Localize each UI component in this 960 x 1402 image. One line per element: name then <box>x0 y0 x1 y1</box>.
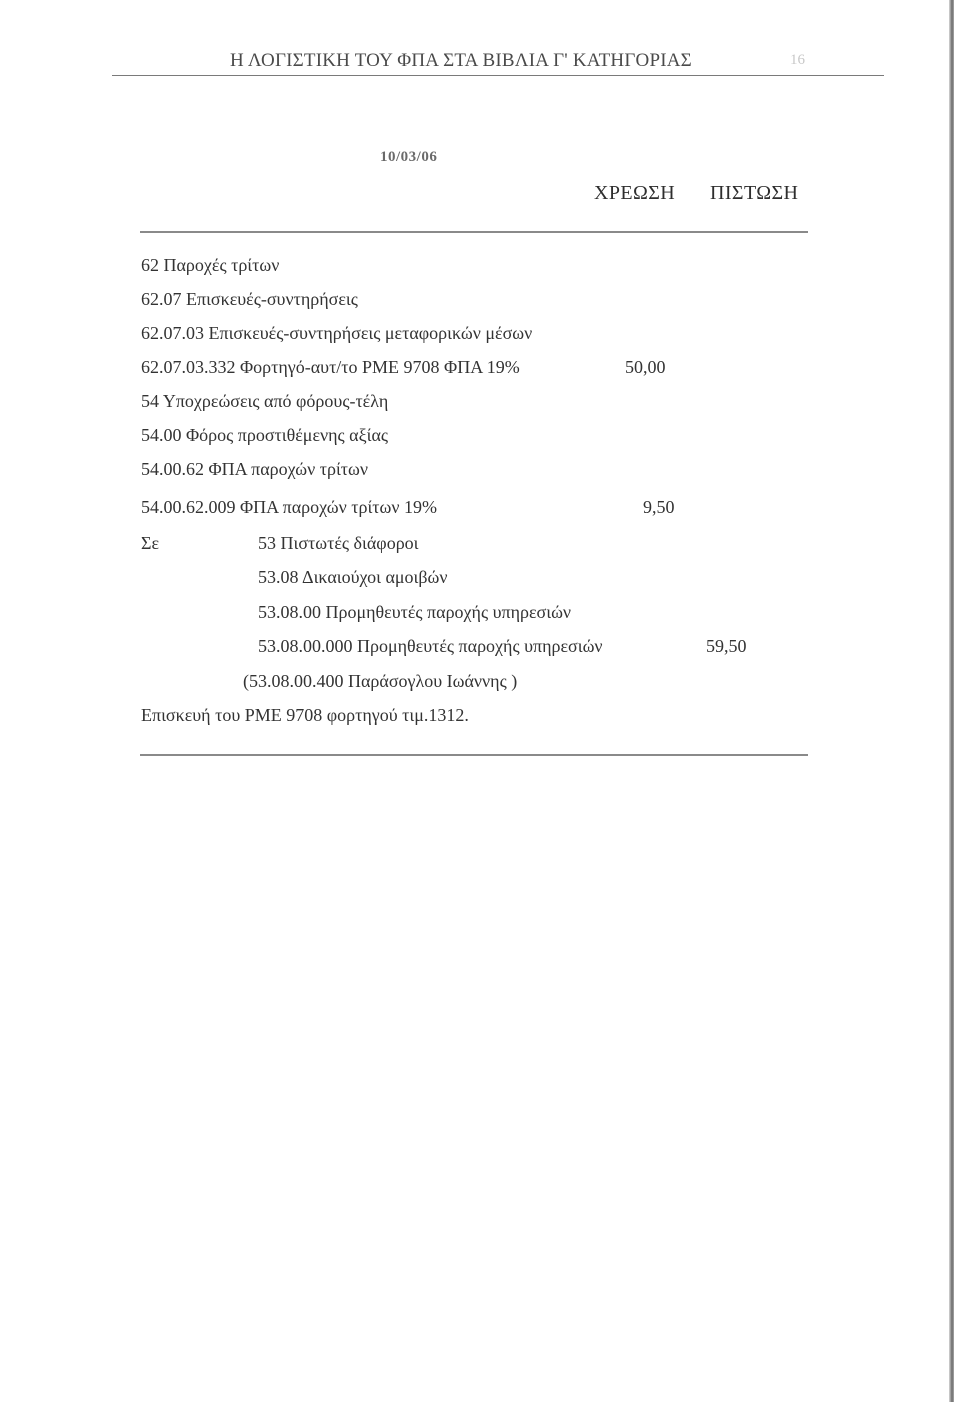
account-line: 53.08 Δικαιούχοι αμοιβών <box>258 567 448 587</box>
account-line: 62 Παροχές τρίτων <box>141 255 280 275</box>
account-line: 53 Πιστωτές διάφοροι <box>258 533 419 553</box>
account-line: 62.07.03.332 Φορτηγό-αυτ/το ΡΜΕ 9708 ΦΠΑ 19% <box>141 357 520 377</box>
account-line: 54.00.62.009 ΦΠΑ παροχών τρίτων 19% <box>141 497 438 517</box>
account-line: 54.00 Φόρος προστιθέμενης αξίας <box>141 425 389 445</box>
debit-column-heading: ΧΡΕΩΣΗ <box>594 182 676 204</box>
page-number: 16 <box>790 52 805 68</box>
account-line: 54 Υποχρεώσεις από φόρους-τέλη <box>141 391 389 411</box>
account-line: 53.08.00.000 Προμηθευτές παροχής υπηρεσιών <box>258 636 603 656</box>
entry-date: 10/03/06 <box>380 149 438 165</box>
account-line: (53.08.00.400 Παράσογλου Ιωάννης ) <box>243 671 518 691</box>
debit-amount: 9,50 <box>643 497 675 517</box>
running-header <box>100 48 820 78</box>
account-line: 62.07.03 Επισκευές-συντηρήσεις μεταφορικών μέσων <box>141 323 533 343</box>
credit-amount: 59,50 <box>706 636 747 656</box>
journal-bottom-rule <box>140 754 808 756</box>
account-line: 54.00.62 ΦΠΑ παροχών τρίτων <box>141 459 369 479</box>
page-edge-shadow <box>949 0 954 1402</box>
debit-amount: 50,00 <box>625 357 666 377</box>
credit-column-heading: ΠΙΣΤΩΣΗ <box>710 182 799 204</box>
account-line: 62.07 Επισκευές-συντηρήσεις <box>141 289 358 309</box>
credit-prefix: Σε <box>141 533 160 553</box>
journal-top-rule <box>140 231 808 233</box>
account-line: 53.08.00 Προμηθευτές παροχής υπηρεσιών <box>258 602 572 622</box>
header-title: Η ΛΟΓΙΣΤΙΚΗ ΤΟΥ ΦΠΑ ΣΤΑ ΒΙΒΛΙΑ Γ' ΚΑΤΗΓΟΡΙΑΣ <box>230 50 692 71</box>
entry-description: Επισκευή του ΡΜΕ 9708 φορτηγού τιμ.1312. <box>141 705 469 725</box>
header-rule <box>112 75 884 76</box>
